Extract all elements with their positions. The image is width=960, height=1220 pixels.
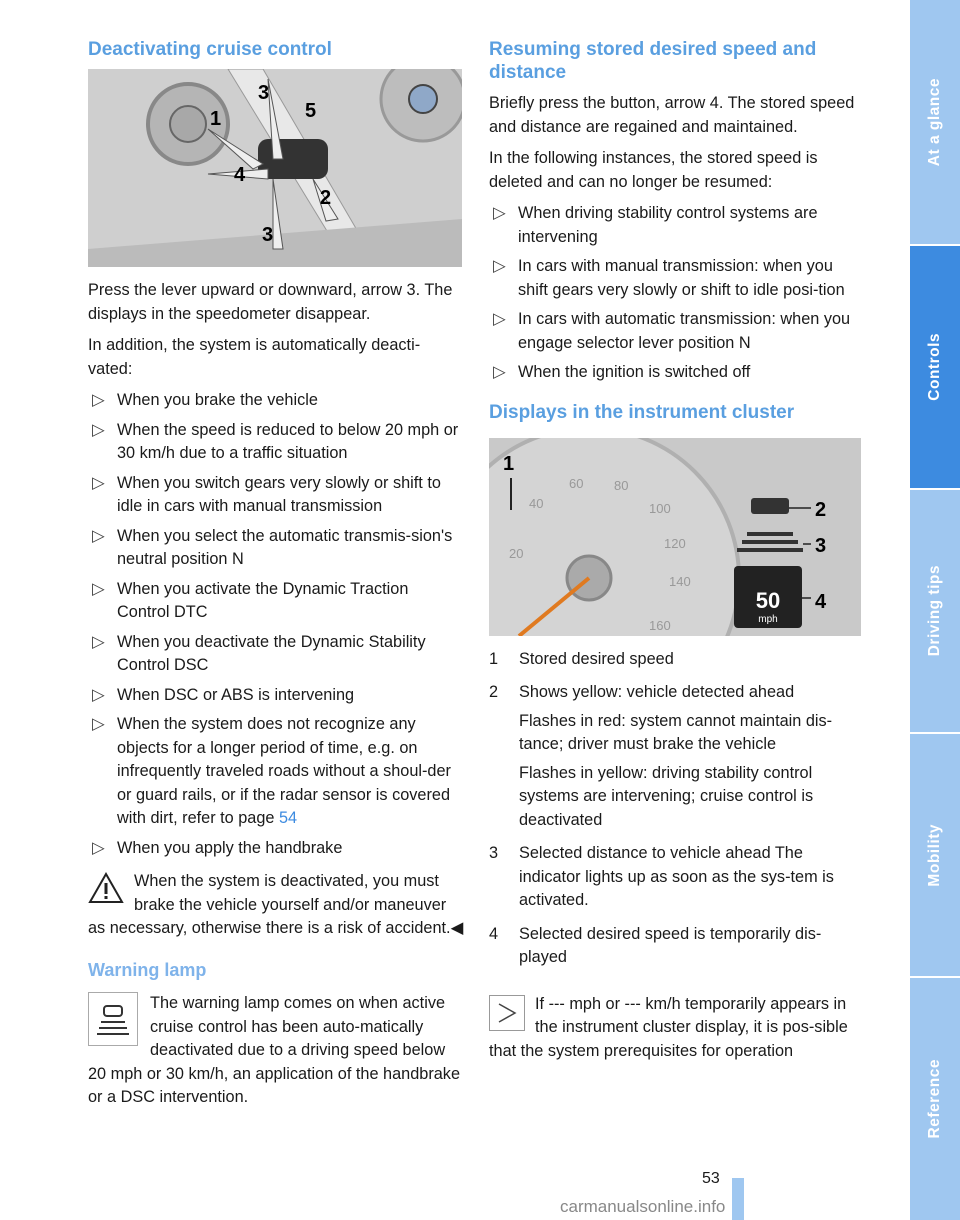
- tab-controls[interactable]: Controls: [910, 246, 960, 488]
- paragraph-briefly-press: Briefly press the button, arrow 4. The stored speed and distance are regained and maintained.: [489, 94, 855, 136]
- list-item: ▷ When driving stability control systems are intervening: [493, 204, 818, 246]
- list-item: 4 Selected desired speed is temporarily dis-played: [489, 924, 822, 966]
- list-item: 3 Selected distance to vehicle ahead The indicator lights up as soon as the sys-tem is activated.: [489, 844, 834, 909]
- right-column: [489, 38, 864, 1063]
- list-item: ▷ When the speed is reduced to below 20 mph or 30 km/h due to a traffic situation: [92, 420, 459, 462]
- dial-number: 100: [649, 500, 671, 516]
- list-item: ▷ In cars with manual transmission: when you shift gears very slowly or shift to idle posi-tion: [493, 257, 845, 299]
- tab-driving-tips[interactable]: Driving tips: [926, 565, 943, 657]
- cruise-lever-illustration: [88, 69, 462, 267]
- chapter-sidebar: [910, 0, 960, 1220]
- list-item: ▷ When you select the automatic transmis-sion's neutral position N: [92, 526, 453, 568]
- note-text: If --- mph or --- km/h temporarily appears in the instrument cluster display, it is pos-sible that the system prerequisites for operation: [489, 994, 848, 1060]
- speed-display-unit: mph: [758, 613, 778, 625]
- warning-lamp-text: The warning lamp comes on when active cruise control has been auto-matically deactivated due to a driving speed below 20 mph or 30 km/h, an application of the handbrake or a DSC intervention.: [88, 994, 460, 1106]
- warning-text: When the system is deactivated, you must brake the vehicle yourself and/or maneuver as necessary, otherwise there is a risk of accident.: [88, 872, 451, 937]
- dial-number: 40: [529, 495, 544, 511]
- dial-number: 80: [614, 477, 629, 493]
- warning-note: [88, 870, 464, 941]
- list-item: ▷ When the ignition is switched off: [493, 363, 751, 381]
- cluster-label-1: 1: [503, 452, 515, 475]
- tab-mobility[interactable]: Mobility: [926, 823, 943, 887]
- fig-label-3-bottom: 3: [262, 224, 274, 246]
- list-item: ▷ When you deactivate the Dynamic Stability Control DSC: [92, 632, 426, 674]
- list-item: 1 Stored desired speed: [489, 649, 674, 668]
- deactivation-conditions-list: [88, 389, 464, 860]
- list-item: ▷ When you switch gears very slowly or shift to idle in cars with manual transmission: [92, 473, 441, 515]
- cluster-label-3: 3: [815, 534, 827, 557]
- page-number: 53: [702, 1170, 720, 1187]
- cruise-warning-lamp-icon: [88, 992, 138, 1046]
- fig-label-2: 2: [320, 187, 332, 209]
- watermark: carmanualsonline.info: [560, 1197, 726, 1216]
- dial-number: 20: [509, 545, 524, 561]
- paragraph-following-instances: In the following instances, the stored speed is deleted and can no longer be resumed:: [489, 149, 818, 191]
- cluster-label-2: 2: [815, 498, 827, 521]
- list-item: ▷ When you activate the Dynamic Traction Control DTC: [92, 579, 409, 621]
- list-item: ▷ When you brake the vehicle: [92, 391, 318, 409]
- fig-label-5: 5: [305, 100, 317, 122]
- paragraph-press-lever: Press the lever upward or downward, arrow 3. The displays in the speedometer disappear.: [88, 281, 453, 323]
- dial-number: 160: [649, 617, 671, 633]
- left-column: [88, 38, 464, 1110]
- fig-label-1: 1: [210, 108, 222, 130]
- cluster-items-list: [489, 648, 864, 975]
- speed-display-value: 50: [755, 587, 781, 613]
- tab-at-a-glance[interactable]: At a glance: [926, 77, 943, 167]
- list-item: ▷ When DSC or ABS is intervening: [92, 685, 355, 704]
- tab-reference[interactable]: Reference: [926, 1059, 943, 1139]
- instrument-cluster-illustration: [489, 438, 861, 636]
- info-note: [489, 993, 864, 1064]
- cluster-label-4: 4: [815, 590, 827, 613]
- section-heading-deactivating: Deactivating cruise control: [88, 39, 332, 60]
- warning-lamp-note: [88, 992, 464, 1110]
- note-arrow-icon: [489, 995, 525, 1031]
- dial-number: 120: [664, 535, 686, 551]
- cruise-lever-figure: [88, 69, 462, 267]
- speed-deleted-conditions-list: [489, 202, 864, 385]
- list-item: ▷ When you apply the handbrake: [92, 838, 343, 857]
- page-number-bar: [732, 1178, 744, 1220]
- section-heading-displays: Displays in the instrument cluster: [489, 401, 795, 423]
- instrument-cluster-figure: [489, 438, 861, 636]
- list-item: ▷ When the system does not recognize any objects for a longer period of time, e.g. on infrequently traveled roads without a shoul-der or guard rails, or if the radar sensor is covered with dirt, refer to page 54: [92, 715, 451, 827]
- fig-label-4: 4: [234, 164, 246, 186]
- dial-number: 140: [669, 573, 691, 589]
- fig-label-3-top: 3: [258, 82, 270, 104]
- paragraph-auto-deactivated: In addition, the system is automatically deacti-vated:: [88, 336, 421, 378]
- end-marker-icon: ◀: [450, 919, 464, 937]
- warning-triangle-icon: [88, 872, 124, 904]
- section-heading-resuming: Resuming stored desired speed and distance: [489, 39, 817, 83]
- list-item: 2 Shows yellow: vehicle detected ahead Flashes in red: system cannot maintain dis-tance; driver must brake the vehicle Flashes in yellow: driving stability control systems are intervening; cruise control is deactivated: [489, 683, 833, 829]
- section-heading-warning-lamp: Warning lamp: [88, 959, 207, 980]
- list-item: ▷ In cars with automatic transmission: when you engage selector lever position N: [493, 310, 851, 352]
- dial-number: 60: [569, 475, 584, 491]
- page-reference-link[interactable]: 54: [279, 809, 298, 827]
